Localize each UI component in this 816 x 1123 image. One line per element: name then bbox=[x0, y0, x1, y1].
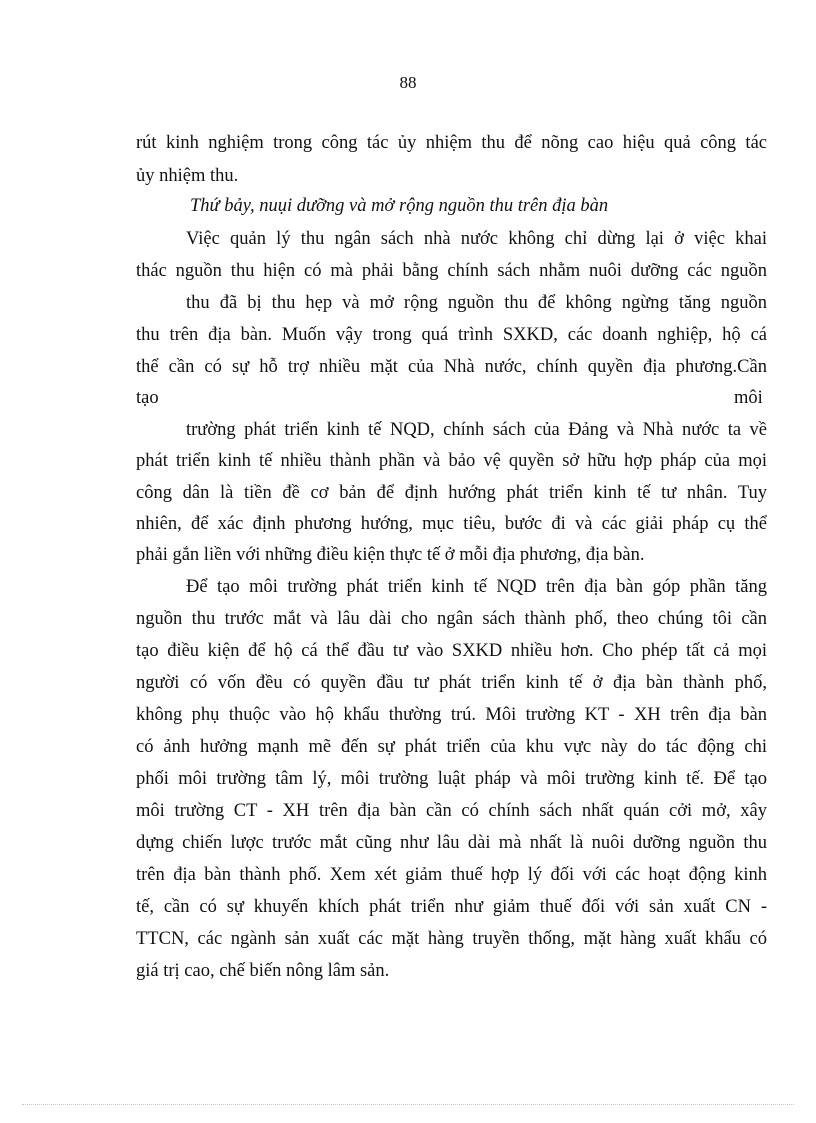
text-line: công dân là tiền đề cơ bản để định hướng phát triển kinh tế tư nhân. Tuy bbox=[136, 483, 767, 503]
text-line: tế, cần có sự khuyến khích phát triển như giảm thuế đối với sản xuất CN - bbox=[136, 897, 767, 917]
text-line: nhiên, để xác định phương hướng, mục tiêu, bước đi và các giải pháp cụ thể bbox=[136, 514, 767, 534]
text-line: phối môi trường tâm lý, môi trường luật pháp và môi trường kinh tế. Để tạo bbox=[136, 769, 767, 789]
text-line: thể cần có sự hỗ trợ nhiều mặt của Nhà nước, chính quyền địa phương.Cần bbox=[136, 357, 767, 377]
text-line: thác nguồn thu hiện có mà phải bằng chính sách nhằm nuôi dưỡng các nguồn bbox=[136, 261, 767, 281]
text-line: nguồn thu trước mắt và lâu dài cho ngân sách thành phố, theo chúng tôi cần bbox=[136, 609, 767, 629]
text-line: Việc quản lý thu ngân sách nhà nước không chỉ dừng lại ở việc khai bbox=[186, 229, 767, 249]
text-line: môi trường CT - XH trên địa bàn cần có chính sách nhất quán cởi mở, xây bbox=[136, 801, 767, 821]
text-line: có ảnh hưởng mạnh mẽ đến sự phát triển của khu vực này do tác động chi bbox=[136, 737, 767, 757]
text-line: TTCN, các ngành sản xuất các mặt hàng truyền thống, mặt hàng xuất khẩu có bbox=[136, 929, 767, 949]
section-heading: Thứ bảy, nuụi dưỡng và mở rộng nguồn thu trên địa bàn bbox=[190, 196, 609, 216]
text-line: thu trên địa bàn. Muốn vậy trong quá trình SXKD, các doanh nghiệp, hộ cá bbox=[136, 325, 767, 345]
text-line: dựng chiến lược trước mắt cũng như lâu dài mà nhất là nuôi dưỡng nguồn thu bbox=[136, 833, 767, 853]
text-line: ủy nhiệm thu. bbox=[136, 166, 239, 186]
text-line: phải gắn liền với những điều kiện thực tế ở mỗi địa phương, địa bàn. bbox=[136, 545, 645, 565]
text-line: thu đã bị thu hẹp và mở rộng nguồn thu để không ngừng tăng nguồn bbox=[186, 293, 767, 313]
page-bottom-divider bbox=[22, 1104, 794, 1105]
text-line: phát triển kinh tế nhiều thành phần và bảo vệ quyền sở hữu hợp pháp của mọi bbox=[136, 451, 767, 471]
text-line: không phụ thuộc vào hộ khẩu thường trú. Môi trường KT - XH trên địa bàn bbox=[136, 705, 767, 725]
text-line: người có vốn đều có quyền đầu tư phát triển kinh tế ở địa bàn thành phố, bbox=[136, 673, 767, 693]
text-line: Để tạo môi trường phát triển kinh tế NQD trên địa bàn góp phần tăng bbox=[186, 577, 767, 597]
text-line: trên địa bàn thành phố. Xem xét giảm thuế hợp lý đối với các hoạt động kinh bbox=[136, 865, 767, 885]
text-line: tạo điều kiện để hộ cá thể đầu tư vào SXKD nhiều hơn. Cho phép tất cả mọi bbox=[136, 641, 767, 661]
page-number: 88 bbox=[399, 73, 417, 92]
text-line: tạo bbox=[136, 388, 159, 408]
text-line: rút kinh nghiệm trong công tác ủy nhiệm thu để nõng cao hiệu quả công tác bbox=[136, 133, 767, 153]
text-line: môi bbox=[734, 388, 763, 408]
text-line: giá trị cao, chế biến nông lâm sản. bbox=[136, 961, 390, 981]
text-line: trường phát triển kinh tế NQD, chính sách của Đảng và Nhà nước ta về bbox=[186, 420, 767, 440]
